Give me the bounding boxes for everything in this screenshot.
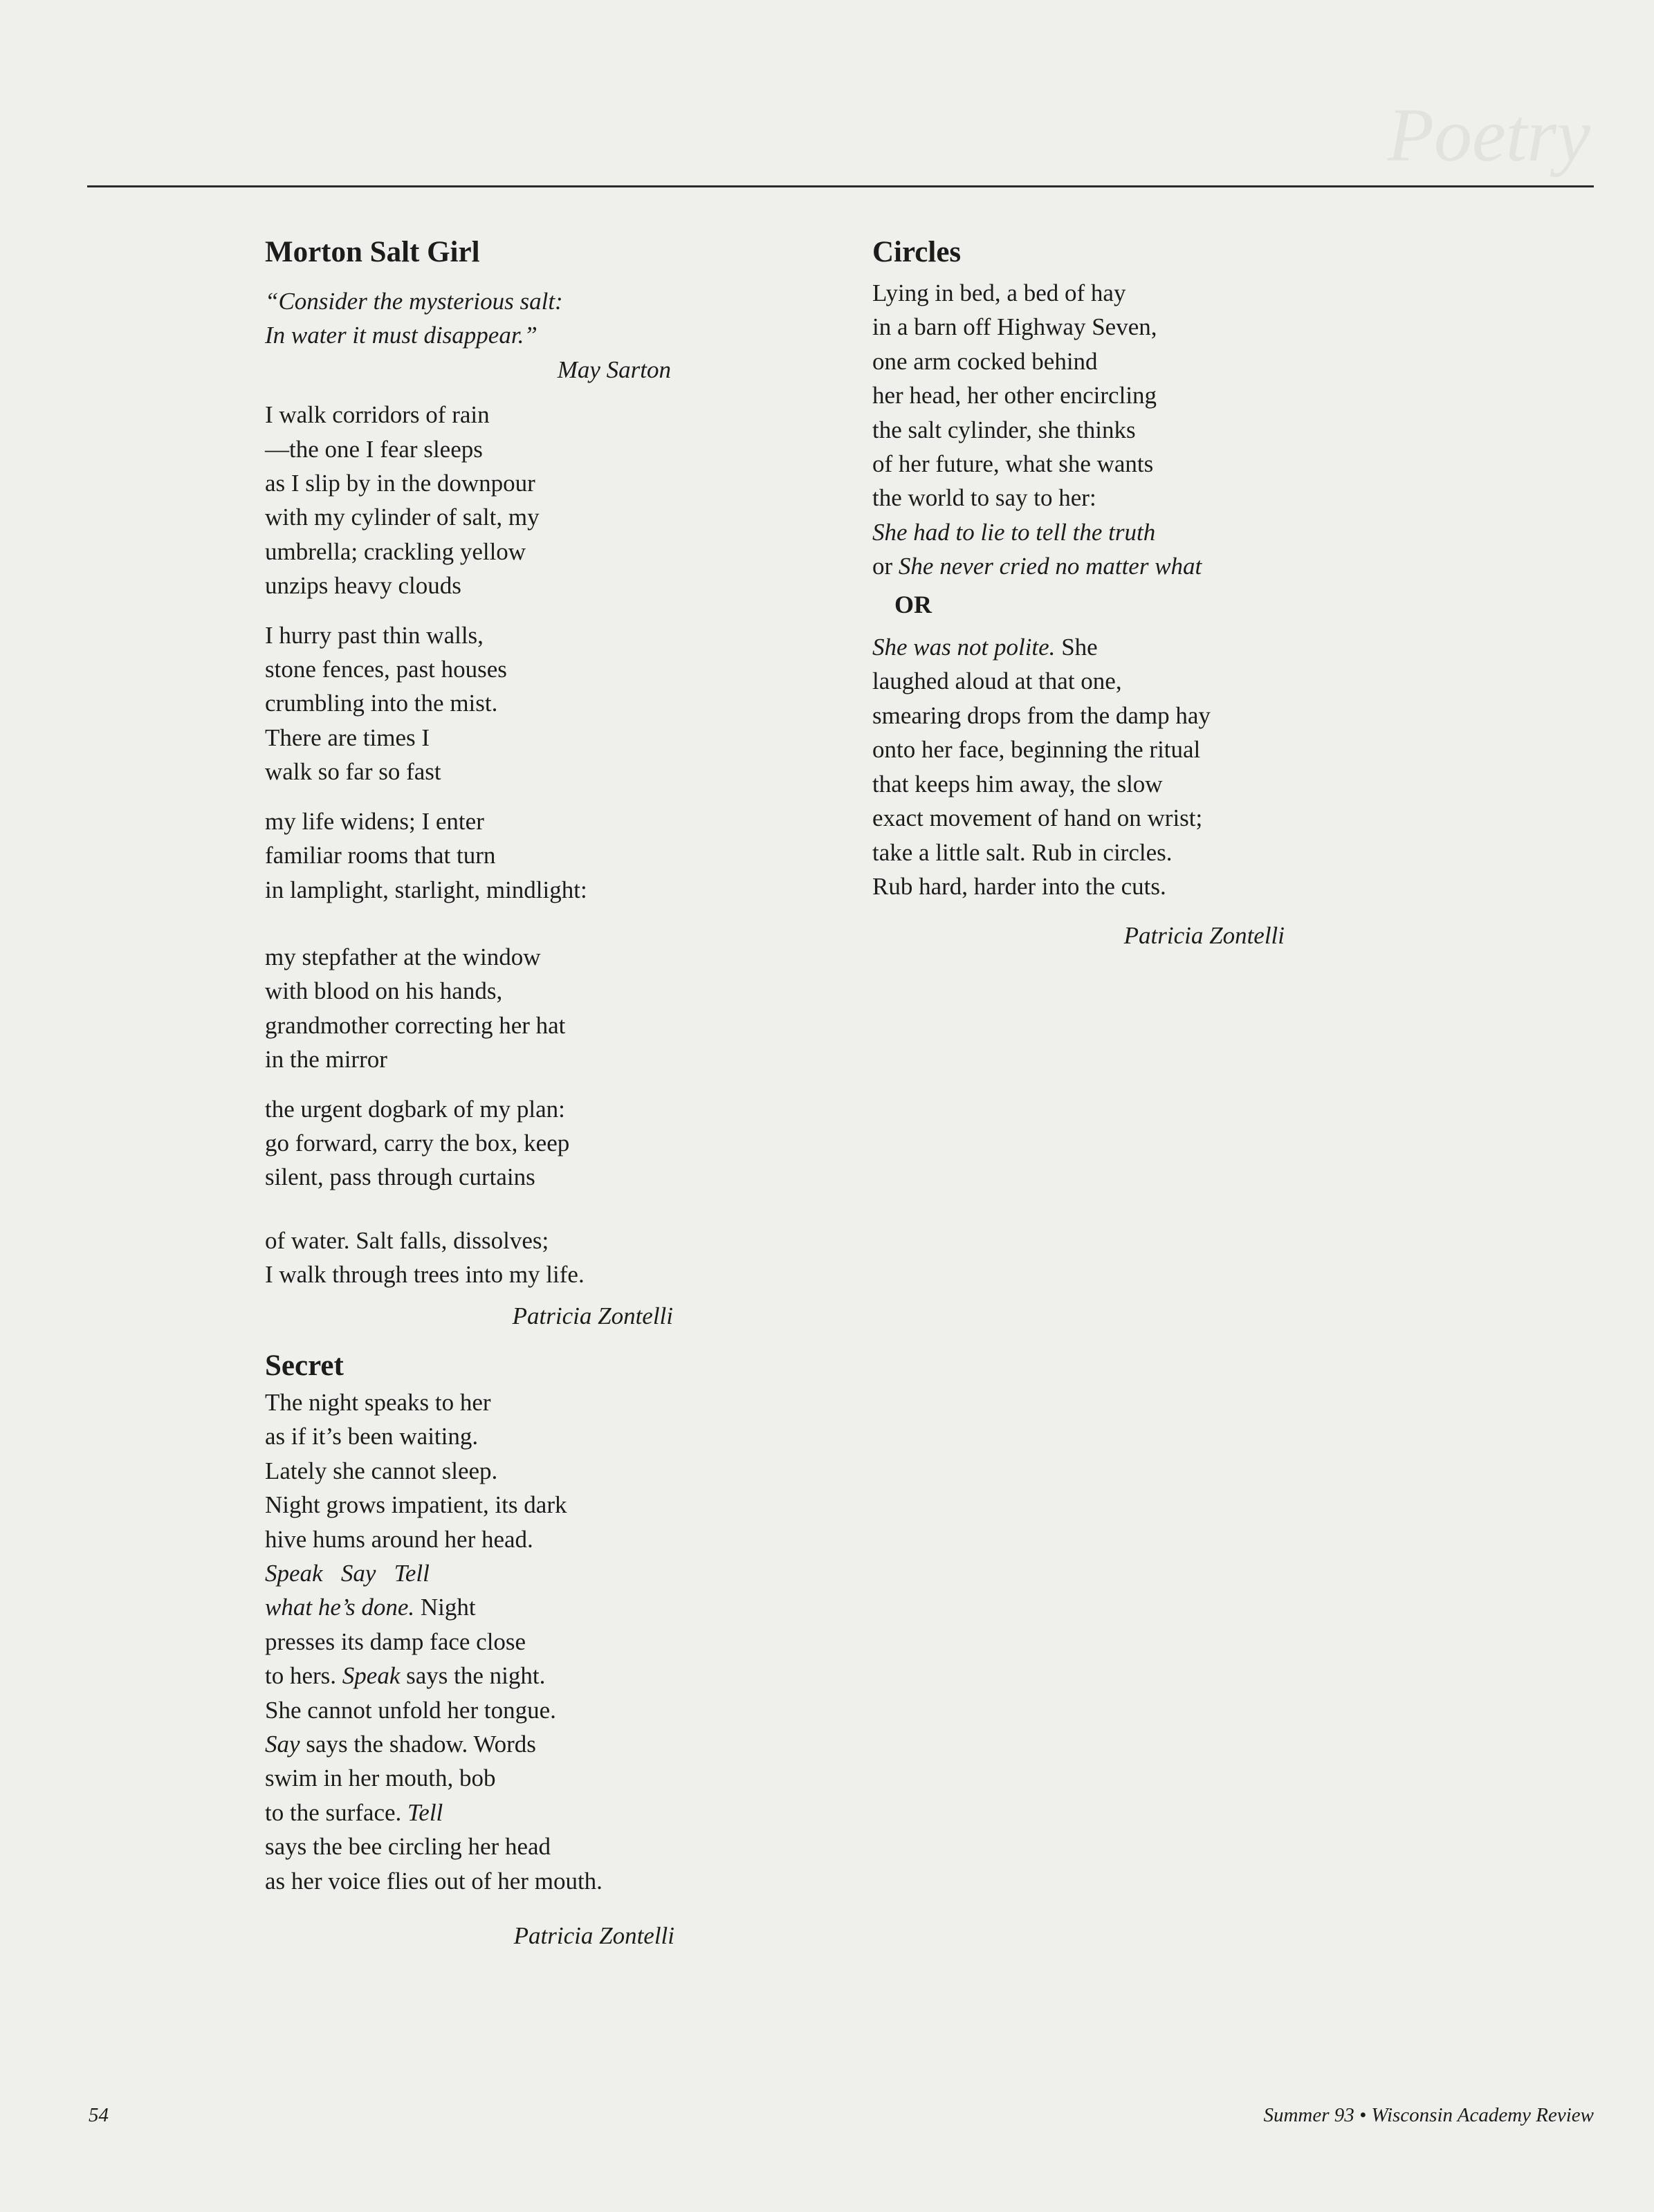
line-text: to hers. (265, 1662, 342, 1690)
poem-line: —the one I fear sleeps (265, 435, 483, 463)
poem-line: stone fences, past houses (265, 656, 507, 683)
poem-line: silent, pass through curtains (265, 1163, 535, 1191)
poem-line: smearing drops from the damp hay (872, 701, 1211, 729)
poem-line: with my cylinder of salt, my (265, 504, 540, 531)
line-text: She (1055, 634, 1098, 661)
poem-author: Patricia Zontelli (512, 1302, 673, 1329)
poem-line: She had to lie to tell the truth (872, 518, 1156, 546)
header-rule (87, 185, 1594, 187)
poem-line: unzips heavy clouds (265, 572, 461, 600)
poem-line (265, 1659, 694, 1693)
poem-line (265, 1590, 694, 1624)
epigraph-line: “Consider the mysterious salt: (265, 288, 563, 315)
poem-line: go forward, carry the box, keep (265, 1129, 570, 1156)
poem-line: the urgent dogbark of my plan: (265, 1095, 565, 1123)
poem-line: umbrella; crackling yellow (265, 537, 526, 565)
poem-line: crumbling into the mist. (265, 690, 498, 717)
stanza (265, 398, 694, 602)
publication-name: Summer 93 • Wisconsin Academy Review (1263, 2104, 1594, 2126)
italic-phrase: She was not polite. (872, 634, 1056, 661)
poem-line: hive hums around her head. (265, 1525, 533, 1553)
stanza (265, 618, 694, 789)
stanza (265, 1224, 694, 1292)
italic-phrase: what he’s done. (265, 1594, 415, 1621)
poem-line (265, 1796, 694, 1829)
left-column (265, 232, 694, 1953)
italic-phrase: Tell (407, 1798, 443, 1826)
poem-title-secret: Secret (265, 1349, 344, 1382)
poem-line: presses its damp face close (265, 1628, 526, 1655)
poem-line: with blood on his hands, (265, 977, 503, 1005)
poem-line: Night grows impatient, its dark (265, 1491, 567, 1519)
poem-line: laughed aloud at that one, (872, 667, 1122, 695)
poem-line: I hurry past thin walls, (265, 621, 484, 649)
stanza (265, 804, 694, 907)
poem-line: Lately she cannot sleep. (265, 1457, 498, 1484)
poem-line: in the mirror (265, 1046, 387, 1073)
italic-phrase: Speak (342, 1662, 401, 1690)
line-text: to the surface. (265, 1798, 408, 1826)
epigraph-line: In water it must disappear.” (265, 322, 537, 349)
poem-line: I walk corridors of rain (265, 401, 490, 429)
poem-line: that keeps him away, the slow (872, 770, 1163, 798)
stanza (872, 630, 1370, 903)
poem-title-morton: Morton Salt Girl (265, 236, 480, 268)
poem-line: take a little salt. Rub in circles. (872, 838, 1173, 866)
poem-line: in a barn off Highway Seven, (872, 313, 1157, 341)
italic-phrase: Say (265, 1731, 300, 1758)
poem-line: as if it’s been waiting. (265, 1423, 479, 1450)
poem-line: of her future, what she wants (872, 450, 1154, 478)
poem-line: my life widens; I enter (265, 807, 484, 835)
stanza (265, 1385, 694, 1898)
line-text: Night (414, 1594, 476, 1621)
poem-author: Patricia Zontelli (513, 1922, 674, 1950)
poem-line: familiar rooms that turn (265, 842, 496, 869)
poem-author: Patricia Zontelli (1123, 922, 1285, 950)
poem-line: as her voice flies out of her mouth. (265, 1867, 603, 1895)
poem-line: of water. Salt falls, dissolves; (265, 1226, 549, 1254)
page-number: 54 (89, 2104, 109, 2126)
poem-line: I walk through trees into my life. (265, 1261, 585, 1289)
poem-line: grandmother correcting her hat (265, 1011, 566, 1039)
poem-line: says the bee circling her head (265, 1833, 551, 1861)
line-text: says the shadow. Words (300, 1731, 536, 1758)
right-column (872, 232, 1370, 953)
poem-line: the world to say to her: (872, 484, 1096, 512)
poem-line: my stepfather at the window (265, 943, 541, 970)
poem-line: one arm cocked behind (872, 347, 1098, 375)
poem-line: Rub hard, harder into the cuts. (872, 872, 1166, 900)
poem-line: the salt cylinder, she thinks (872, 416, 1136, 443)
italic-phrase: She never cried no matter what (898, 553, 1202, 580)
stanza (872, 276, 1370, 584)
stanza (265, 940, 694, 1077)
poem-line: in lamplight, starlight, mindlight: (265, 876, 587, 903)
poem-line: her head, her other encircling (872, 382, 1157, 409)
poem-title-circles: Circles (872, 236, 962, 268)
poem-line: walk so far so fast (265, 758, 441, 786)
epigraph (265, 284, 694, 353)
poem-line: swim in her mouth, bob (265, 1764, 496, 1792)
poem-line: as I slip by in the downpour (265, 470, 535, 497)
poem-line (872, 549, 1370, 583)
stanza (265, 1092, 694, 1195)
poem-line: Lying in bed, a bed of hay (872, 279, 1126, 306)
line-text: says the night. (400, 1662, 546, 1690)
epigraph-author: May Sarton (557, 356, 671, 383)
poem-line: She cannot unfold her tongue. (265, 1696, 556, 1724)
poem-line (872, 630, 1370, 664)
line-text: or (872, 553, 899, 580)
poem-line: The night speaks to her (265, 1388, 491, 1416)
poem-line (265, 1727, 694, 1761)
poem-line: onto her face, beginning the ritual (872, 736, 1201, 764)
or-divider: OR (894, 590, 932, 618)
poem-line: There are times I (265, 723, 430, 751)
section-header: Poetry (1387, 93, 1590, 177)
poem-line: exact movement of hand on wrist; (872, 804, 1203, 832)
poem-line: Speak Say Tell (265, 1560, 430, 1587)
